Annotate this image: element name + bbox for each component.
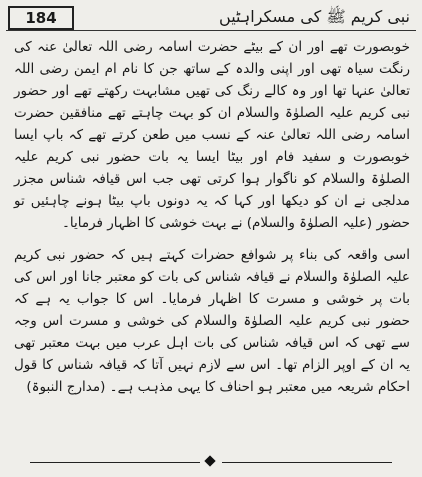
header-rule — [6, 30, 416, 31]
running-head: نبی کریم ﷺ کی مسکراہٹیں — [219, 7, 410, 26]
page-header — [6, 4, 416, 32]
ornament-line-right — [222, 462, 392, 463]
body-text — [14, 36, 410, 398]
diamond-icon — [204, 455, 215, 466]
paragraph-2: اسی واقعہ کی بناء پر شوافع حضرات کہتے ہیں کہ حضور نبی کریم علیہ الصلوٰۃ والسلام نے قیافہ شناس کی بات کو معتبر جانا اور اس کی بات پر خوشی و مسرت کا اظہار فرمایا۔ اس کا جواب یہ ہے کہ حضور نبی کریم علیہ الصلوٰۃ والسلام کی خوشی و مسرت اس وجہ سے تھی کہ اس قیافہ شناس کی بات اہل عرب میں بہت معتبر تھی یہ ان کے اوپر الزام تھا۔ اس سے لازم نہیں آتا کہ قیافہ شناس کا قول احکام شریعہ میں معتبر ہو احناف کا یہی مذہب ہے۔ (مدارج النبوۃ) — [14, 247, 410, 395]
ornament-line-left — [30, 462, 200, 463]
page-number: 184 — [8, 6, 74, 30]
footer-ornament — [30, 456, 392, 468]
paragraph-1: خوبصورت تھے اور ان کے بیٹے حضرت اسامہ رضی اللہ تعالیٰ عنہ کی رنگت سیاہ تھی اور اپنی والدہ کے ساتھ جن کا نام ام ایمن رضی اللہ تعالیٰ عنہا تھا اور وہ کالے رنگ کی تھیں مشابہت رکھتے تھے اور حضور نبی کریم علیہ الصلوٰۃ والسلام ان کو بہت چاہتے تھے منافقین حضرت اسامہ رضی اللہ تعالیٰ عنہ کے نسب میں طعن کرتے تھے کہ باپ ایسا خوبصورت و سفید فام اور بیٹا ایسا یہ بات حضور نبی کریم علیہ الصلوٰۃ والسلام کو ناگوار ہوا کرتی تھی جب اس قیافہ شناس مجزر مدلجی نے ان کو دیکھا اور کہا کہ یہ دونوں باپ بیٹا ہونے چاہئیں تو حضور (علیہ الصلوٰۃ والسلام) نے بہت خوشی کا اظہار فرمایا۔ — [14, 39, 410, 231]
